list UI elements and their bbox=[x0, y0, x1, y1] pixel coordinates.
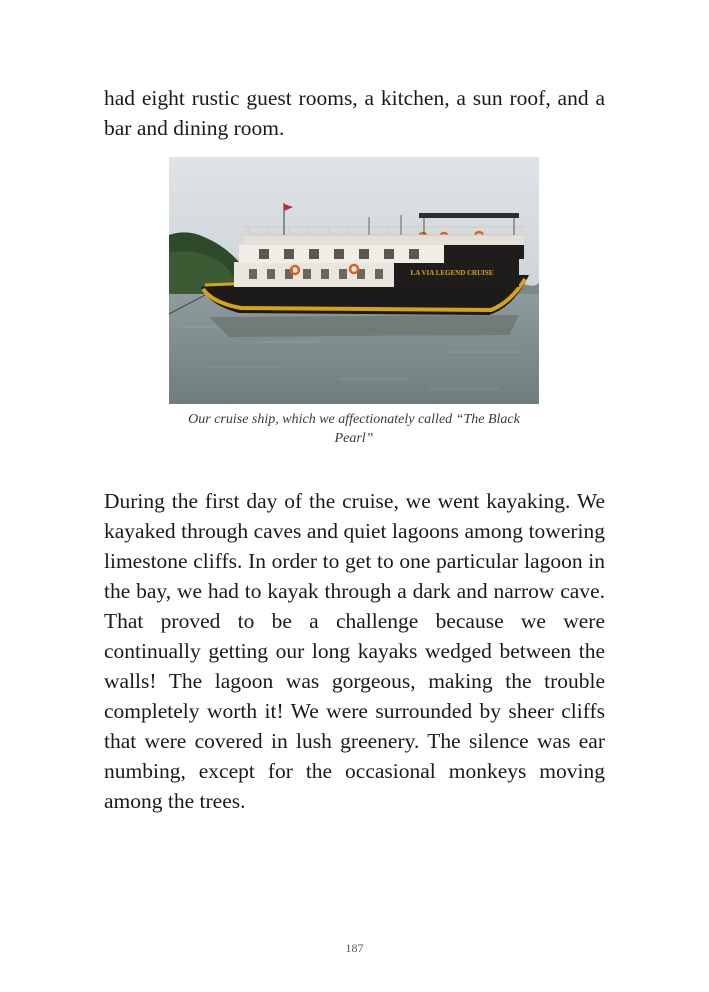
cruise-ship-photo bbox=[169, 157, 539, 404]
body-paragraph: During the first day of the cruise, we went kayaking. We kayaked through caves and quiet lagoons among towering limestone cliffs. In order to get to one particular lagoon in the bay, we had to kayak through a dark and narrow cave. That proved to be a challenge because we were continually getting our long kayaks wedged between the walls! The lagoon was gorgeous, making the trouble completely worth it! We were surrounded by sheer cliffs that were covered in lush greenery. The silence was ear numbing, except for the occasional monkeys moving among the trees. bbox=[104, 489, 605, 813]
ship-name-text: LA VIA LEGEND CRUISE bbox=[410, 269, 494, 277]
page-number: 187 bbox=[345, 941, 364, 955]
figure-caption: Our cruise ship, which we affectionately called “The Black Pearl” bbox=[188, 412, 520, 446]
body-paragraph: had eight rustic guest rooms, a kitchen, a sun roof, and a bar and dining room. bbox=[104, 86, 605, 140]
